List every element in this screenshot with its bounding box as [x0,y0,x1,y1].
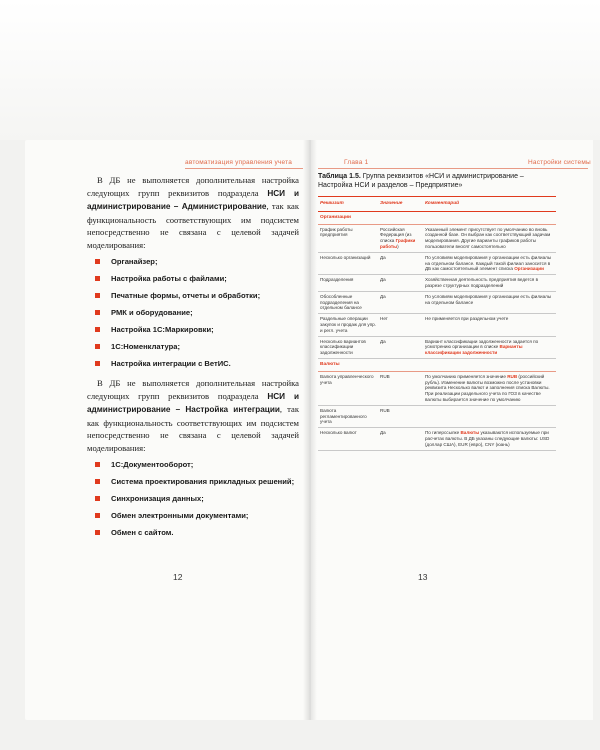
bullet-list-2 [95,460,299,538]
column-header: Реквизит [318,197,378,212]
bullet-icon [95,327,100,332]
background-top [0,0,600,140]
table-row: Обособленные подразделения на отдельном балансе Да По условиям моделирования у организации есть филиалы на отдельном балансе [318,291,556,313]
right-running-header-left: Глава 1 [344,159,369,166]
section-row: Организации [318,211,556,224]
left-header-rule [185,168,303,169]
table-row: Несколько организаций Да По условиям моделирования у организации есть филиалы на отдельном балансе. Каждый такой филиал заносится в ДБ как самостоятельный элемент списка Организации [318,252,556,274]
column-header: Значение [378,197,423,212]
left-running-header: автоматизация управления учета [185,159,293,166]
left-page-text [87,174,299,546]
list-item: Обмен с сайтом. [95,528,299,538]
bullet-icon [95,310,100,315]
list-item: Органайзер; [95,257,299,267]
list-item: Обмен электронными документами; [95,511,299,521]
list-item: Настройка работы с файлами; [95,274,299,284]
book-spread [25,140,593,720]
table-row: Раздельные операции закупок и продаж для упр. и регл. учета Нет Не применяется при раздельном учете [318,314,556,336]
right-page-number: 13 [418,572,428,582]
left-page [25,140,310,720]
bullet-icon [95,479,100,484]
list-item: Система проектирования прикладных решений; [95,477,299,487]
right-header-rule [318,168,588,169]
table-caption: Таблица 1.5. Группа реквизитов «НСИ и администрирование – Настройка НСИ и разделов – Предприятие» [318,173,524,189]
list-item: Печатные формы, отчеты и обработки; [95,291,299,301]
bullet-icon [95,513,100,518]
bullet-icon [95,462,100,467]
list-item: Настройка 1С:Маркировки; [95,325,299,335]
right-page [310,140,593,720]
right-running-header-right: Настройки системы [528,159,591,166]
bullet-icon [95,259,100,264]
bullet-icon [95,276,100,281]
table-row: Несколько вариантов классификации задолженности Да Вариант классификации задолженности задается по усмотрению организации в списке Варианты классификации задолженности [318,336,556,358]
table-row: Валюта управленческого учета RUB По умолчанию применяется значение RUB (российский рубль). Изменение валюты возможно после установки реквизита Несколько валют и заполнения списка Валюты. При реализации раздельного учета по ГОЗ в качестве валюты выбирается значение по умолчанию [318,371,556,405]
column-header: Комментарий [423,197,556,212]
list-item: 1С:Документооборот; [95,460,299,470]
bullet-list-1 [95,257,299,369]
table-row: Подразделения Да Хозяйственная деятельность предприятия ведется в разрезе структурных подразделений [318,275,556,292]
left-page-number: 12 [173,572,183,582]
bullet-icon [95,344,100,349]
bullet-icon [95,361,100,366]
table-header-row [318,197,556,212]
bullet-icon [95,293,100,298]
list-item: РМК и оборудование; [95,308,299,318]
table-row: Несколько валют Да По гиперссылке Валюты указываются используемые при расчетах валюты. В ДБ указаны следующие валюты: USD (доллар США), EUR (евро), CNY (юань) [318,428,556,450]
list-item: Синхронизация данных; [95,494,299,504]
section-row: Валюты [318,358,556,371]
table-row: Валюта регламентированного учета RUB [318,405,556,427]
list-item: Настройка интеграции с ВетИС. [95,359,299,369]
bullet-icon [95,530,100,535]
paragraph-2: В ДБ не выполняется дополнительная настройка следующих групп реквизитов подраздела НСИ и администрирование – Настройка интеграции, так как функциональность соответствующих им подсистем непосредственно не связана с целевой задачей моделирования: [87,378,299,453]
settings-table [318,196,556,451]
list-item: 1С:Номенклатура; [95,342,299,352]
bullet-icon [95,496,100,501]
book-gutter [303,140,317,720]
table-row: График работы предприятия Российская Федерация (из списка Графики работы) Указанный элемент присутствует по умолчанию во вновь созданной базе. Он выбран как соответствующий задачам моделирования. Другие варианты графиков работы пользователи вносят самостоятельно [318,224,556,252]
paragraph-1: В ДБ не выполняется дополнительная настройка следующих групп реквизитов подраздела НСИ и администрирование – Администрирование, так как функциональность соответствующих им подсистем непосредственно не связана с целевой задачей моделирования: [87,175,299,250]
